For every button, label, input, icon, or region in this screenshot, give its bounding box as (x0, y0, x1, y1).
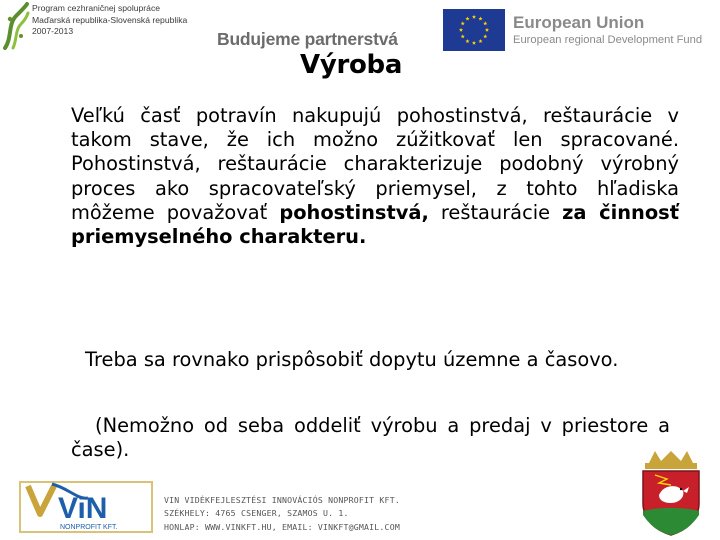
vin-info-line: HONLAP: WWW.VINKFT.HU, EMAIL: VINKFT@GMAIL.COM (164, 521, 400, 532)
paragraph-2-text: Treba sa rovnako prispôsobiť dopytu územne a časovo. (85, 348, 619, 371)
vin-logo-icon (18, 478, 158, 534)
paragraph-1-text: Veľkú časť potravín nakupujú pohostinstvá, reštaurácie v takom stave, že ich možno zúžitkovať len spracované. Pohostinstvá, reštaurácie charakterizuje podobný výrobný proces ako spracovateľský priemysel, z tohto hľadiska môžeme považovať (71, 104, 679, 224)
eu-name: European Union (513, 13, 645, 32)
page-title: Výroba (300, 50, 403, 80)
paragraph-1 (71, 104, 679, 249)
vin-logo-sub: NONPROFIT KFT. (60, 524, 118, 531)
vin-logo-text: ViN (58, 492, 108, 525)
vin-info-line: SZÉKHELY: 4765 CSENGER, SZAMOS U. 1. (164, 508, 349, 519)
eu-fund: European regional Development Fund (513, 34, 703, 46)
program-line: 2007-2013 (32, 26, 74, 37)
eu-flag-icon (443, 9, 505, 51)
vin-info (164, 494, 400, 534)
paragraph-2 (71, 348, 670, 372)
slogan: Budujeme partnerstvá (217, 29, 398, 49)
paragraph-3-text: (Nemožno od seba oddeliť výrobu a predaj v priestore a čase). (71, 414, 670, 461)
paragraph-1-mid: reštaurácie (428, 200, 563, 224)
program-line: Maďarská republika-Slovenská republika (32, 14, 188, 25)
program-logo-icon (2, 2, 30, 50)
coat-of-arms-icon (637, 449, 705, 537)
program-text (32, 3, 187, 38)
paragraph-1-bold-2: za činnosť priemyselného charakteru. (71, 200, 679, 249)
paragraph-1-bold-1: pohostinstvá, (279, 200, 429, 224)
paragraph-3 (71, 414, 670, 462)
vin-info-line: VIN VIDÉKFEJLESZTÉSI INNOVÁCIÓS NONPROFIT KFT. (164, 495, 400, 505)
program-line: Program cezhraničnej spolupráce (32, 3, 161, 13)
